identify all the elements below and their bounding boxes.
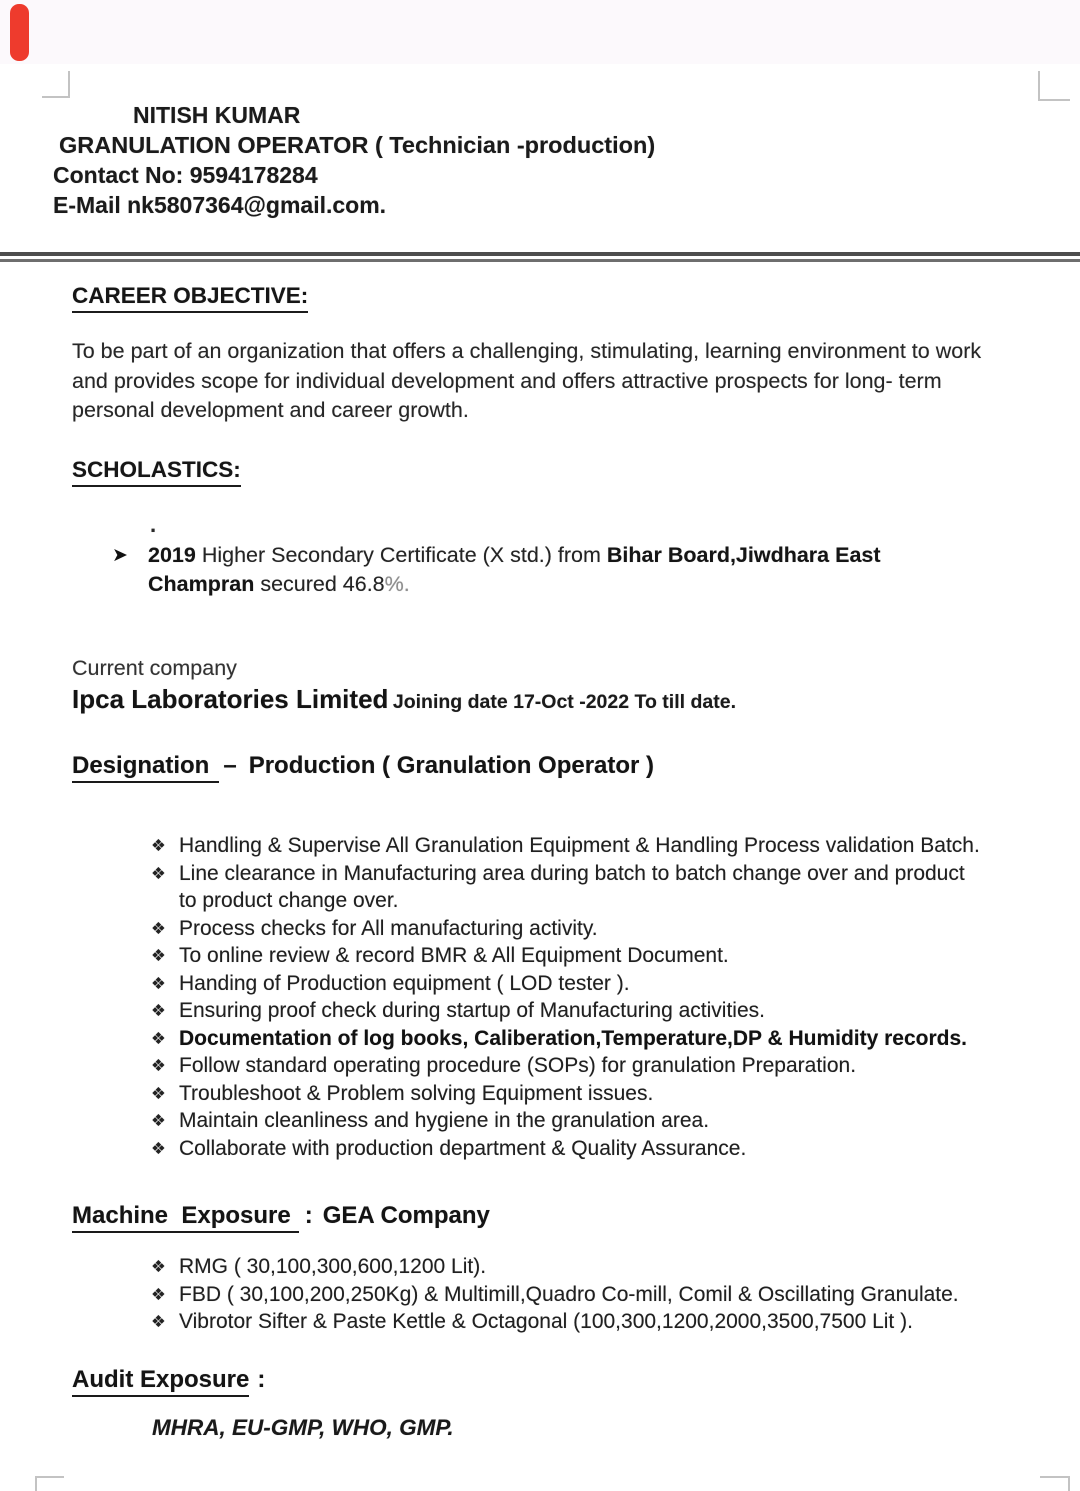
diamond-bullet-icon: ❖	[151, 1111, 166, 1130]
scholastics-year: 2019	[148, 543, 196, 567]
joining-date: Joining date 17-Oct -2022 To till date.	[392, 691, 736, 713]
diamond-bullet-icon: ❖	[151, 863, 166, 883]
audit-exposure-colon: :	[257, 1366, 266, 1393]
current-company-line	[72, 684, 736, 715]
audit-exposure-heading	[72, 1366, 265, 1397]
list-item	[151, 942, 1051, 970]
scholastics-institution: Bihar Board,Jiwdhara East Champran	[148, 543, 881, 596]
diamond-bullet-icon: ❖	[151, 1083, 166, 1103]
company-name: Ipca Laboratories Limited	[72, 684, 389, 714]
audit-exposure-body: MHRA, EU-GMP, WHO, GMP.	[152, 1415, 454, 1440]
designation-heading	[72, 752, 654, 783]
candidate-role: GRANULATION OPERATOR ( Technician -production)	[59, 132, 656, 158]
diamond-bullet-icon: ❖	[151, 1284, 166, 1304]
scroll-position-indicator[interactable]	[10, 4, 29, 61]
machine-exposure-rest: GEA Company	[322, 1202, 490, 1229]
diamond-bullet-icon: ❖	[151, 1312, 166, 1331]
list-item	[151, 1308, 1051, 1336]
scholastics-item	[112, 541, 953, 599]
crop-mark-top-left	[42, 71, 70, 98]
double-rule-separator	[0, 252, 1080, 262]
diamond-bullet-icon: ❖	[151, 1028, 166, 1048]
designation-heading-rest: Production ( Granulation Operator )	[248, 752, 655, 779]
duty-text: Process checks for All manufacturing activity.	[179, 916, 598, 940]
list-item	[151, 970, 1051, 998]
candidate-name: NITISH KUMAR	[133, 102, 301, 128]
list-item	[151, 860, 1051, 915]
scanner-top-band	[0, 0, 1080, 64]
duty-text: Line clearance in Manufacturing area during batch to batch change over and product to product change over.	[179, 861, 965, 912]
duty-text-bold: Documentation of log books, Caliberation,Temperature,DP & Humidity records.	[179, 1026, 968, 1050]
diamond-bullet-icon: ❖	[151, 1257, 166, 1276]
list-item	[151, 1135, 1051, 1163]
career-objective-body: To be part of an organization that offers a challenging, stimulating, learning environment to work and provides scope for individual development and offers attractive prospects for long- term personal development and career growth.	[72, 339, 982, 422]
duty-text: Handling & Supervise All Granulation Equipment & Handling Process validation Batch.	[179, 834, 980, 857]
diamond-bullet-icon: ❖	[151, 918, 166, 938]
diamond-bullet-icon: ❖	[151, 1001, 166, 1020]
list-item	[151, 1080, 1051, 1108]
duty-text: Collaborate with production department & Quality Assurance.	[179, 1136, 747, 1160]
diamond-bullet-icon: ❖	[151, 973, 166, 993]
audit-exposure-underlined: Audit Exposure	[72, 1366, 249, 1397]
diamond-bullet-icon: ❖	[151, 1138, 166, 1158]
duty-text: Ensuring proof check during startup of Manufacturing activities.	[179, 999, 765, 1022]
contact-number: Contact No: 9594178284	[53, 162, 318, 188]
career-objective-heading: CAREER OBJECTIVE:	[72, 283, 308, 313]
duty-text: Follow standard operating procedure (SOPs) for granulation Preparation.	[179, 1054, 857, 1077]
scholastics-item-text	[148, 541, 953, 599]
machine-list	[151, 1253, 1051, 1336]
machine-text: FBD ( 30,100,200,250Kg) & Multimill,Quadro Co-mill, Comil & Oscillating Granulate.	[179, 1282, 959, 1306]
list-item	[151, 997, 1051, 1025]
diamond-bullet-icon: ❖	[151, 1056, 166, 1075]
scholastics-result: secured 46.8	[260, 572, 385, 596]
diamond-bullet-icon: ❖	[151, 836, 166, 855]
scholastics-heading: SCHOLASTICS:	[72, 457, 241, 487]
list-item	[151, 1253, 1051, 1281]
crop-mark-top-right	[1038, 71, 1070, 101]
list-item	[151, 1052, 1051, 1080]
duty-text: Handing of Production equipment ( LOD tester ).	[179, 971, 630, 995]
resume-header	[53, 100, 1033, 220]
designation-dash: –	[223, 752, 237, 779]
machine-exposure-colon: :	[304, 1202, 313, 1229]
email-address: E-Mail nk5807364@gmail.com.	[53, 192, 387, 218]
scholastics-section	[72, 457, 241, 487]
duty-text: Troubleshoot & Problem solving Equipment issues.	[179, 1081, 654, 1105]
machine-text: Vibrotor Sifter & Paste Kettle & Octagonal (100,300,1200,2000,3500,7500 Lit ).	[179, 1310, 913, 1333]
list-item	[151, 832, 1051, 860]
duty-text: To online review & record BMR & All Equipment Document.	[179, 944, 729, 967]
current-company-label: Current company	[72, 656, 237, 680]
list-item	[151, 1107, 1051, 1135]
designation-heading-underlined: Designation	[72, 752, 219, 783]
list-item	[151, 915, 1051, 943]
list-item	[151, 1025, 1051, 1053]
duty-text: Maintain cleanliness and hygiene in the granulation area.	[179, 1109, 710, 1132]
diamond-bullet-icon: ❖	[151, 946, 166, 965]
stray-dot-mark: .	[150, 512, 157, 537]
machine-exposure-heading	[72, 1202, 490, 1233]
scholastics-mid-text: Higher Secondary Certificate (X std.) from	[201, 543, 601, 567]
arrowhead-bullet-icon: ➤	[112, 544, 128, 566]
machine-text: RMG ( 30,100,300,600,1200 Lit).	[179, 1255, 487, 1278]
machine-exposure-underlined: Machine Exposure	[72, 1202, 299, 1233]
scholastics-result-percent: %.	[384, 572, 410, 596]
list-item	[151, 1281, 1051, 1309]
career-objective-section	[72, 283, 308, 313]
duties-list	[151, 832, 1051, 1162]
